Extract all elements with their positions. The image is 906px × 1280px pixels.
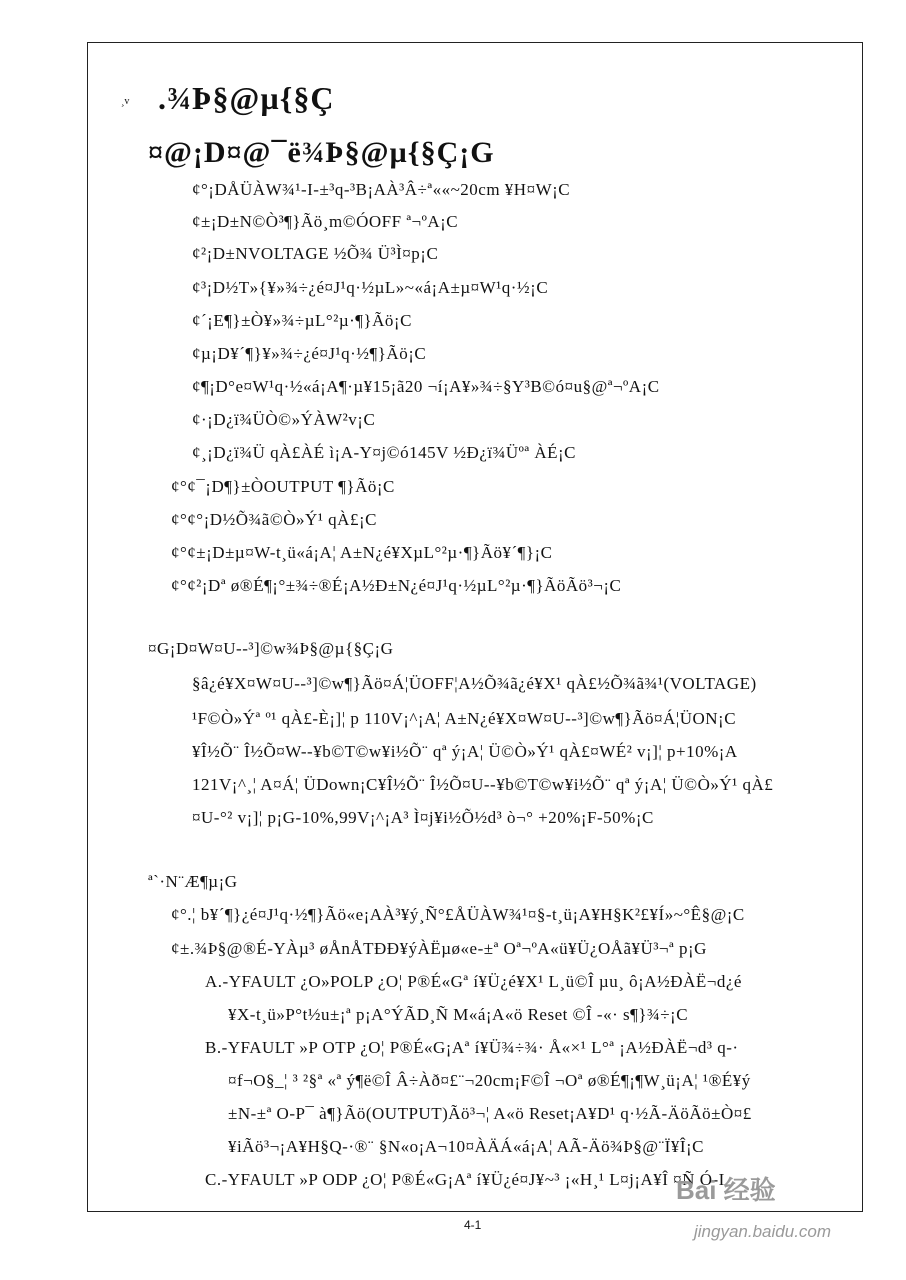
paragraph-line: A.-YFAULT ¿O»POLP ¿O¦ P®É«Gª í¥Ü¿é¥X¹ L¸ü©Î µu¸ ô¡A½ÐÀË¬d¿é <box>205 972 742 991</box>
section1-heading: ¤@¡D¤@¯ë¾Þ§@µ{§Ç¡G <box>148 136 495 169</box>
paragraph-line: ¹F©Ò»Ýª º¹ qÀ£-È¡]¦ p 110V¡^¡A¦ A±N¿é¥X¤W¤U--³]©w¶}Ãö¤Á¦ÜON¡C <box>192 709 737 728</box>
paragraph-line: C.-YFAULT »P ODP ¿O¦ P®É«G¡Aª í¥Ü¿é¤J¥~³ ¡«H¸¹ L¤j¡A¥Î ¤Ñ Ó-I <box>205 1170 725 1189</box>
list-item: ¢´¡E¶}±Ò¥»¾÷µL°²µ·¶}Ãö¡C <box>192 311 412 330</box>
list-item: ¢³¡D½T»{¥»¾÷¿é¤J¹q·½µL»~«á¡A±µ¤W¹q·½¡C <box>192 278 549 297</box>
section2-heading: ¤G¡D¤W¤U--³]©w¾Þ§@µ{§Ç¡G <box>148 639 394 658</box>
list-item: ¢±¡D±N©Ò³¶}Ãö¸m©ÓOFF ª¬ºA¡C <box>192 212 459 231</box>
paragraph-line: ¤f¬O§_¦ ³ ²§ª «ª ý¶ë©Î Â÷Àð¤£¨¬20cm¡F©Î ¬Oª ø®É¶¡¶W¸ü¡A¦ ¹®É¥ý <box>228 1071 751 1090</box>
list-item: ¢¶¡D°e¤W¹q·½«á¡A¶·µ¥15¡ã20 ¬í¡A¥»¾÷§Y³B©ó¤u§@ª¬ºA¡C <box>192 377 660 396</box>
page-number: 4-1 <box>464 1218 482 1232</box>
list-item: ¢¸¡D¿ï¾Ü qÀ£ÀÉ ì¡A-Y¤j©ó145V ½Ð¿ï¾Üºª ÀÉ¡C <box>192 443 576 462</box>
list-item: ¢°¢¯¡D¶}±ÒOUTPUT ¶}Ãö¡C <box>171 477 395 496</box>
paragraph-line: ¥Î½Õ¨ Î½Õ¤W--¥b©T©w¥i½Õ¨ qª ý¡A¦ Ü©Ò»Ý¹ qÀ£¤WÉ² v¡]¦ p+10%¡A <box>192 742 738 761</box>
paragraph-line: §â¿é¥X¤W¤U--³]©w¶}Ãö¤Á¦ÜOFF¦A½Õ¾ã¿é¥X¹ qÀ£½Õ¾ã¾¹(VOLTAGE) <box>192 674 757 693</box>
paragraph-line: ¥X-t¸ü»P°t½u±¡ª p¡A°ÝÃD¸Ñ M«á¡A«ö Reset ©Î -«· s¶}¾÷¡C <box>228 1005 689 1024</box>
list-item: ¢µ¡D¥´¶}¥»¾÷¿é¤J¹q·½¶}Ãö¡C <box>192 344 427 363</box>
watermark-url: jingyan.baidu.com <box>694 1222 832 1241</box>
paragraph-line: 121V¡^¸¦ A¤Á¦ ÜDown¡C¥Î½Õ¨ Î½Õ¤U--¥b©T©w¥i½Õ¨ qª ý¡A¦ Ü©Ò»Ý¹ qÀ£ <box>192 775 774 794</box>
list-item: ¢°¢±¡D±µ¤W-t¸ü«á¡A¦ A±N¿é¥XµL°²µ·¶}Ãö¥´¶}¡C <box>171 543 553 562</box>
paragraph-line: ¢±.¾Þ§@®É-YÀµ³ øÅnÅTÐÐ¥ýÀËµø«e-±ª Oª¬ºA«ü¥Ü¿OÅã¥Ü³¬ª p¡G <box>171 939 707 958</box>
corner-mark: ¸v <box>121 96 130 107</box>
list-item: ¢²¡D±NVOLTAGE ½Õ¾ Ü³Ì¤p¡C <box>192 244 439 263</box>
list-item: ¢·¡D¿ï¾ÜÒ©»ÝÀW²v¡C <box>192 410 376 429</box>
chapter-title: .¾Þ§@µ{§Ç <box>158 80 335 116</box>
paragraph-line: B.-YFAULT »P OTP ¿O¦ P®É«G¡Aª í¥Ü¾÷¾· Å«×¹ L°ª ¡A½ÐÀË¬d³ q-· <box>205 1038 739 1057</box>
section3-heading: ª`·N¨Æ¶µ¡G <box>148 872 238 891</box>
list-item: ¢°¡DÅÜÀW¾¹-I-±³q-³B¡AÀ³Â÷ª««~20cm ¥H¤W¡C <box>192 180 571 199</box>
paragraph-line: ¥iÃö³¬¡A¥H§Q-·®¨ §N«o¡A¬10¤ÀÄÁ«á¡A¦ AÃ-Äö¾Þ§@¨Ï¥Î¡C <box>228 1137 704 1156</box>
watermark-logo: Bai 经验 <box>676 1175 776 1205</box>
list-item: ¢°¢²¡Dª ø®É¶¡°±¾÷®É¡A½Ð±N¿é¤J¹q·½µL°²µ·¶}ÃöÃö³¬¡C <box>171 576 622 595</box>
paragraph-line: ±N-±ª O-P¯ à¶}Ãö(OUTPUT)Ãö³¬¦ A«ö Reset¡A¥D¹ q·½Ã-ÄöÃö±Ò¤£ <box>228 1104 752 1123</box>
paragraph-line: ¢°.¦ b¥´¶}¿é¤J¹q·½¶}Ãö«e¡AÀ³¥ý¸Ñ°£ÅÜÀW¾¹¤§-t¸ü¡A¥H§K²£¥Í»~°Ê§@¡C <box>171 905 745 924</box>
paragraph-line: ¤U-°² v¡]¦ p¡G-10%,99V¡^¡A³ Ì¤j¥i½Õ½d³ ò¬° +20%¡F-50%¡C <box>192 808 654 827</box>
list-item: ¢°¢°¡D½Õ¾ã©Ò»Ý¹ qÀ£¡C <box>171 510 377 529</box>
